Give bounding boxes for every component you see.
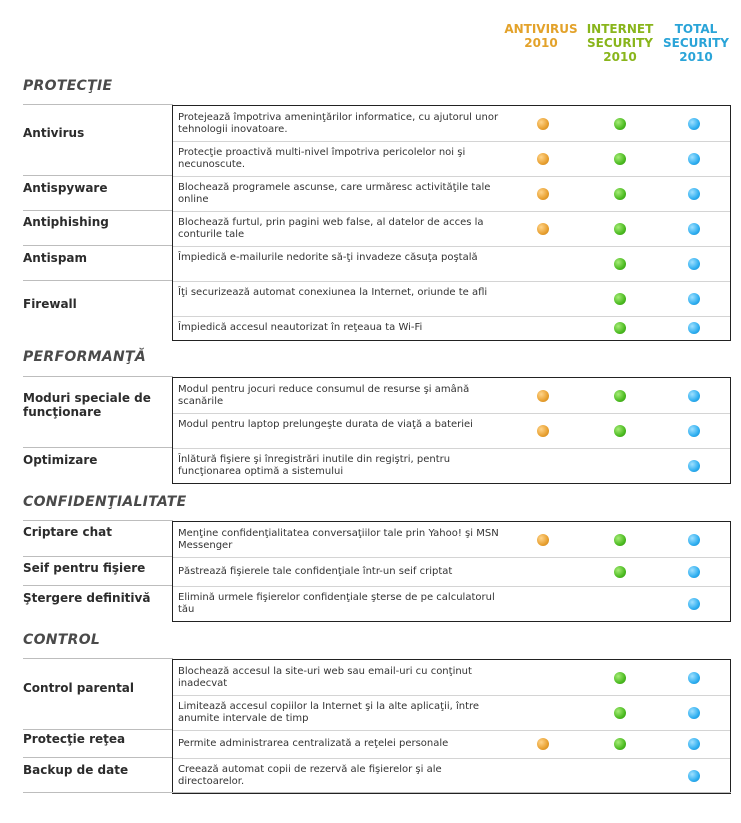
section-title: PERFORMANŢĂ xyxy=(23,349,147,365)
feature-divider xyxy=(23,729,173,730)
feature-description: Permite administrarea centralizată a reţelei personale xyxy=(178,738,449,749)
feature-divider xyxy=(23,245,173,246)
table-row xyxy=(173,141,730,176)
availability-dot-internet-security xyxy=(614,534,626,546)
feature-description: Creează automat copii de rezervă ale fişierelor şi ale directoarelor. xyxy=(178,764,442,787)
table-row xyxy=(173,211,730,246)
availability-dot-total-security xyxy=(688,738,700,750)
availability-dot-antivirus xyxy=(537,153,549,165)
table-row xyxy=(173,246,730,281)
feature-description: Împiedică accesul neautorizat în reţeaua ta Wi-Fi xyxy=(178,322,423,333)
feature-divider xyxy=(23,175,173,176)
feature-label: Protecţie reţea xyxy=(23,732,126,746)
availability-dot-internet-security xyxy=(614,118,626,130)
feature-divider xyxy=(23,556,173,557)
product-year: 2010 xyxy=(524,36,558,50)
section-title: CONTROL xyxy=(23,632,101,648)
table-row xyxy=(173,316,730,340)
feature-description: Elimină urmele fişierelor confidenţiale şterse de pe calculatorul tău xyxy=(178,592,495,615)
product-year: 2010 xyxy=(603,50,637,64)
table-row xyxy=(173,730,730,758)
section-rule xyxy=(23,104,173,105)
feature-divider xyxy=(23,585,173,586)
availability-dot-total-security xyxy=(688,153,700,165)
table-row xyxy=(173,586,730,621)
availability-dot-internet-security xyxy=(614,153,626,165)
availability-dot-total-security xyxy=(688,598,700,610)
feature-description: Protejează împotriva ameninţărilor informatice, cu ajutorul unor tehnologii inovatoare. xyxy=(178,112,499,135)
table-row xyxy=(173,660,730,695)
availability-dot-total-security xyxy=(688,707,700,719)
section-title: PROTECŢIE xyxy=(23,78,113,94)
table-row xyxy=(173,378,730,413)
product-header-total-security xyxy=(659,22,733,64)
availability-dot-internet-security xyxy=(614,322,626,334)
availability-dot-internet-security xyxy=(614,566,626,578)
availability-dot-internet-security xyxy=(614,707,626,719)
table-row xyxy=(173,758,730,793)
feature-label: Seif pentru fişiere xyxy=(23,561,146,575)
feature-divider xyxy=(23,447,173,448)
availability-dot-antivirus xyxy=(537,738,549,750)
table-row xyxy=(173,413,730,448)
product-name: ANTIVIRUS xyxy=(504,22,578,36)
availability-dot-antivirus xyxy=(537,534,549,546)
feature-description: Menţine confidenţialitatea conversaţiilor tale prin Yahoo! şi MSN Messenger xyxy=(178,528,499,551)
table-bottom-rule xyxy=(23,792,731,793)
product-header-internet-security xyxy=(584,22,656,64)
availability-dot-total-security xyxy=(688,566,700,578)
feature-label: Firewall xyxy=(23,297,77,311)
feature-label: Optimizare xyxy=(23,453,98,467)
feature-table-box xyxy=(172,105,731,341)
feature-label: Moduri speciale de funcţionare xyxy=(23,391,151,419)
table-row xyxy=(173,522,730,557)
feature-label: Criptare chat xyxy=(23,525,112,539)
availability-dot-total-security xyxy=(688,390,700,402)
availability-dot-total-security xyxy=(688,188,700,200)
feature-description: Păstrează fişierele tale confidenţiale într-un seif criptat xyxy=(178,566,453,577)
feature-description: Împiedică e-mailurile nedorite să-ţi invadeze căsuţa poştală xyxy=(178,252,478,263)
availability-dot-total-security xyxy=(688,460,700,472)
availability-dot-total-security xyxy=(688,258,700,270)
product-year: 2010 xyxy=(679,50,713,64)
feature-table-box xyxy=(172,521,731,622)
feature-description: Blochează programele ascunse, care urmăresc activităţile tale online xyxy=(178,182,491,205)
section-rule xyxy=(23,520,173,521)
availability-dot-total-security xyxy=(688,770,700,782)
availability-dot-antivirus xyxy=(537,188,549,200)
availability-dot-antivirus xyxy=(537,425,549,437)
product-name: TOTAL xyxy=(674,22,718,36)
feature-divider xyxy=(23,757,173,758)
availability-dot-total-security xyxy=(688,322,700,334)
feature-description: Protecţie proactivă multi-nivel împotriva pericolelor noi şi necunoscute. xyxy=(178,147,466,170)
table-row xyxy=(173,557,730,586)
feature-divider xyxy=(23,210,173,211)
table-row xyxy=(173,448,730,483)
feature-description: Modul pentru laptop prelungeşte durata de viaţă a bateriei xyxy=(178,419,473,430)
availability-dot-total-security xyxy=(688,534,700,546)
feature-label: Antivirus xyxy=(23,126,85,140)
feature-label: Control parental xyxy=(23,681,135,695)
product-header-antivirus xyxy=(503,22,579,50)
feature-description: Înlătură fişiere şi înregistrări inutile din regiştri, pentru funcţionarea optimă a sistemului xyxy=(178,454,451,477)
availability-dot-total-security xyxy=(688,118,700,130)
availability-dot-internet-security xyxy=(614,188,626,200)
section-rule xyxy=(23,658,173,659)
table-row xyxy=(173,106,730,141)
feature-table-box xyxy=(172,377,731,484)
section-title: CONFIDENŢIALITATE xyxy=(23,494,187,510)
section-rule xyxy=(23,376,173,377)
availability-dot-antivirus xyxy=(537,390,549,402)
table-row xyxy=(173,281,730,316)
feature-description: Modul pentru jocuri reduce consumul de resurse şi amână scanările xyxy=(178,384,470,407)
availability-dot-antivirus xyxy=(537,223,549,235)
feature-description: Îţi securizează automat conexiunea la Internet, oriunde te afli xyxy=(178,287,488,298)
table-row xyxy=(173,695,730,730)
availability-dot-internet-security xyxy=(614,672,626,684)
availability-dot-antivirus xyxy=(537,118,549,130)
availability-dot-total-security xyxy=(688,293,700,305)
feature-label: Antiphishing xyxy=(23,215,109,229)
feature-description: Limitează accesul copiilor la Internet şi la alte aplicaţii, între anumite intervale de timp xyxy=(178,701,480,724)
feature-label: Backup de date xyxy=(23,763,129,777)
availability-dot-total-security xyxy=(688,223,700,235)
availability-dot-internet-security xyxy=(614,425,626,437)
table-row xyxy=(173,176,730,211)
product-name-2: SECURITY xyxy=(663,36,729,50)
availability-dot-internet-security xyxy=(614,293,626,305)
feature-description: Blochează accesul la site-uri web sau email-uri cu conţinut inadecvat xyxy=(178,666,472,689)
product-name-2: SECURITY xyxy=(587,36,653,50)
availability-dot-internet-security xyxy=(614,223,626,235)
availability-dot-internet-security xyxy=(614,738,626,750)
product-name: INTERNET xyxy=(586,22,654,36)
availability-dot-internet-security xyxy=(614,258,626,270)
availability-dot-internet-security xyxy=(614,390,626,402)
feature-label: Antispam xyxy=(23,251,88,265)
feature-label: Antispyware xyxy=(23,181,108,195)
availability-dot-total-security xyxy=(688,425,700,437)
feature-divider xyxy=(23,280,173,281)
feature-label: Ştergere definitivă xyxy=(23,591,151,605)
feature-description: Blochează furtul, prin pagini web false, al datelor de acces la conturile tale xyxy=(178,217,484,240)
availability-dot-total-security xyxy=(688,672,700,684)
feature-table-box xyxy=(172,659,731,794)
